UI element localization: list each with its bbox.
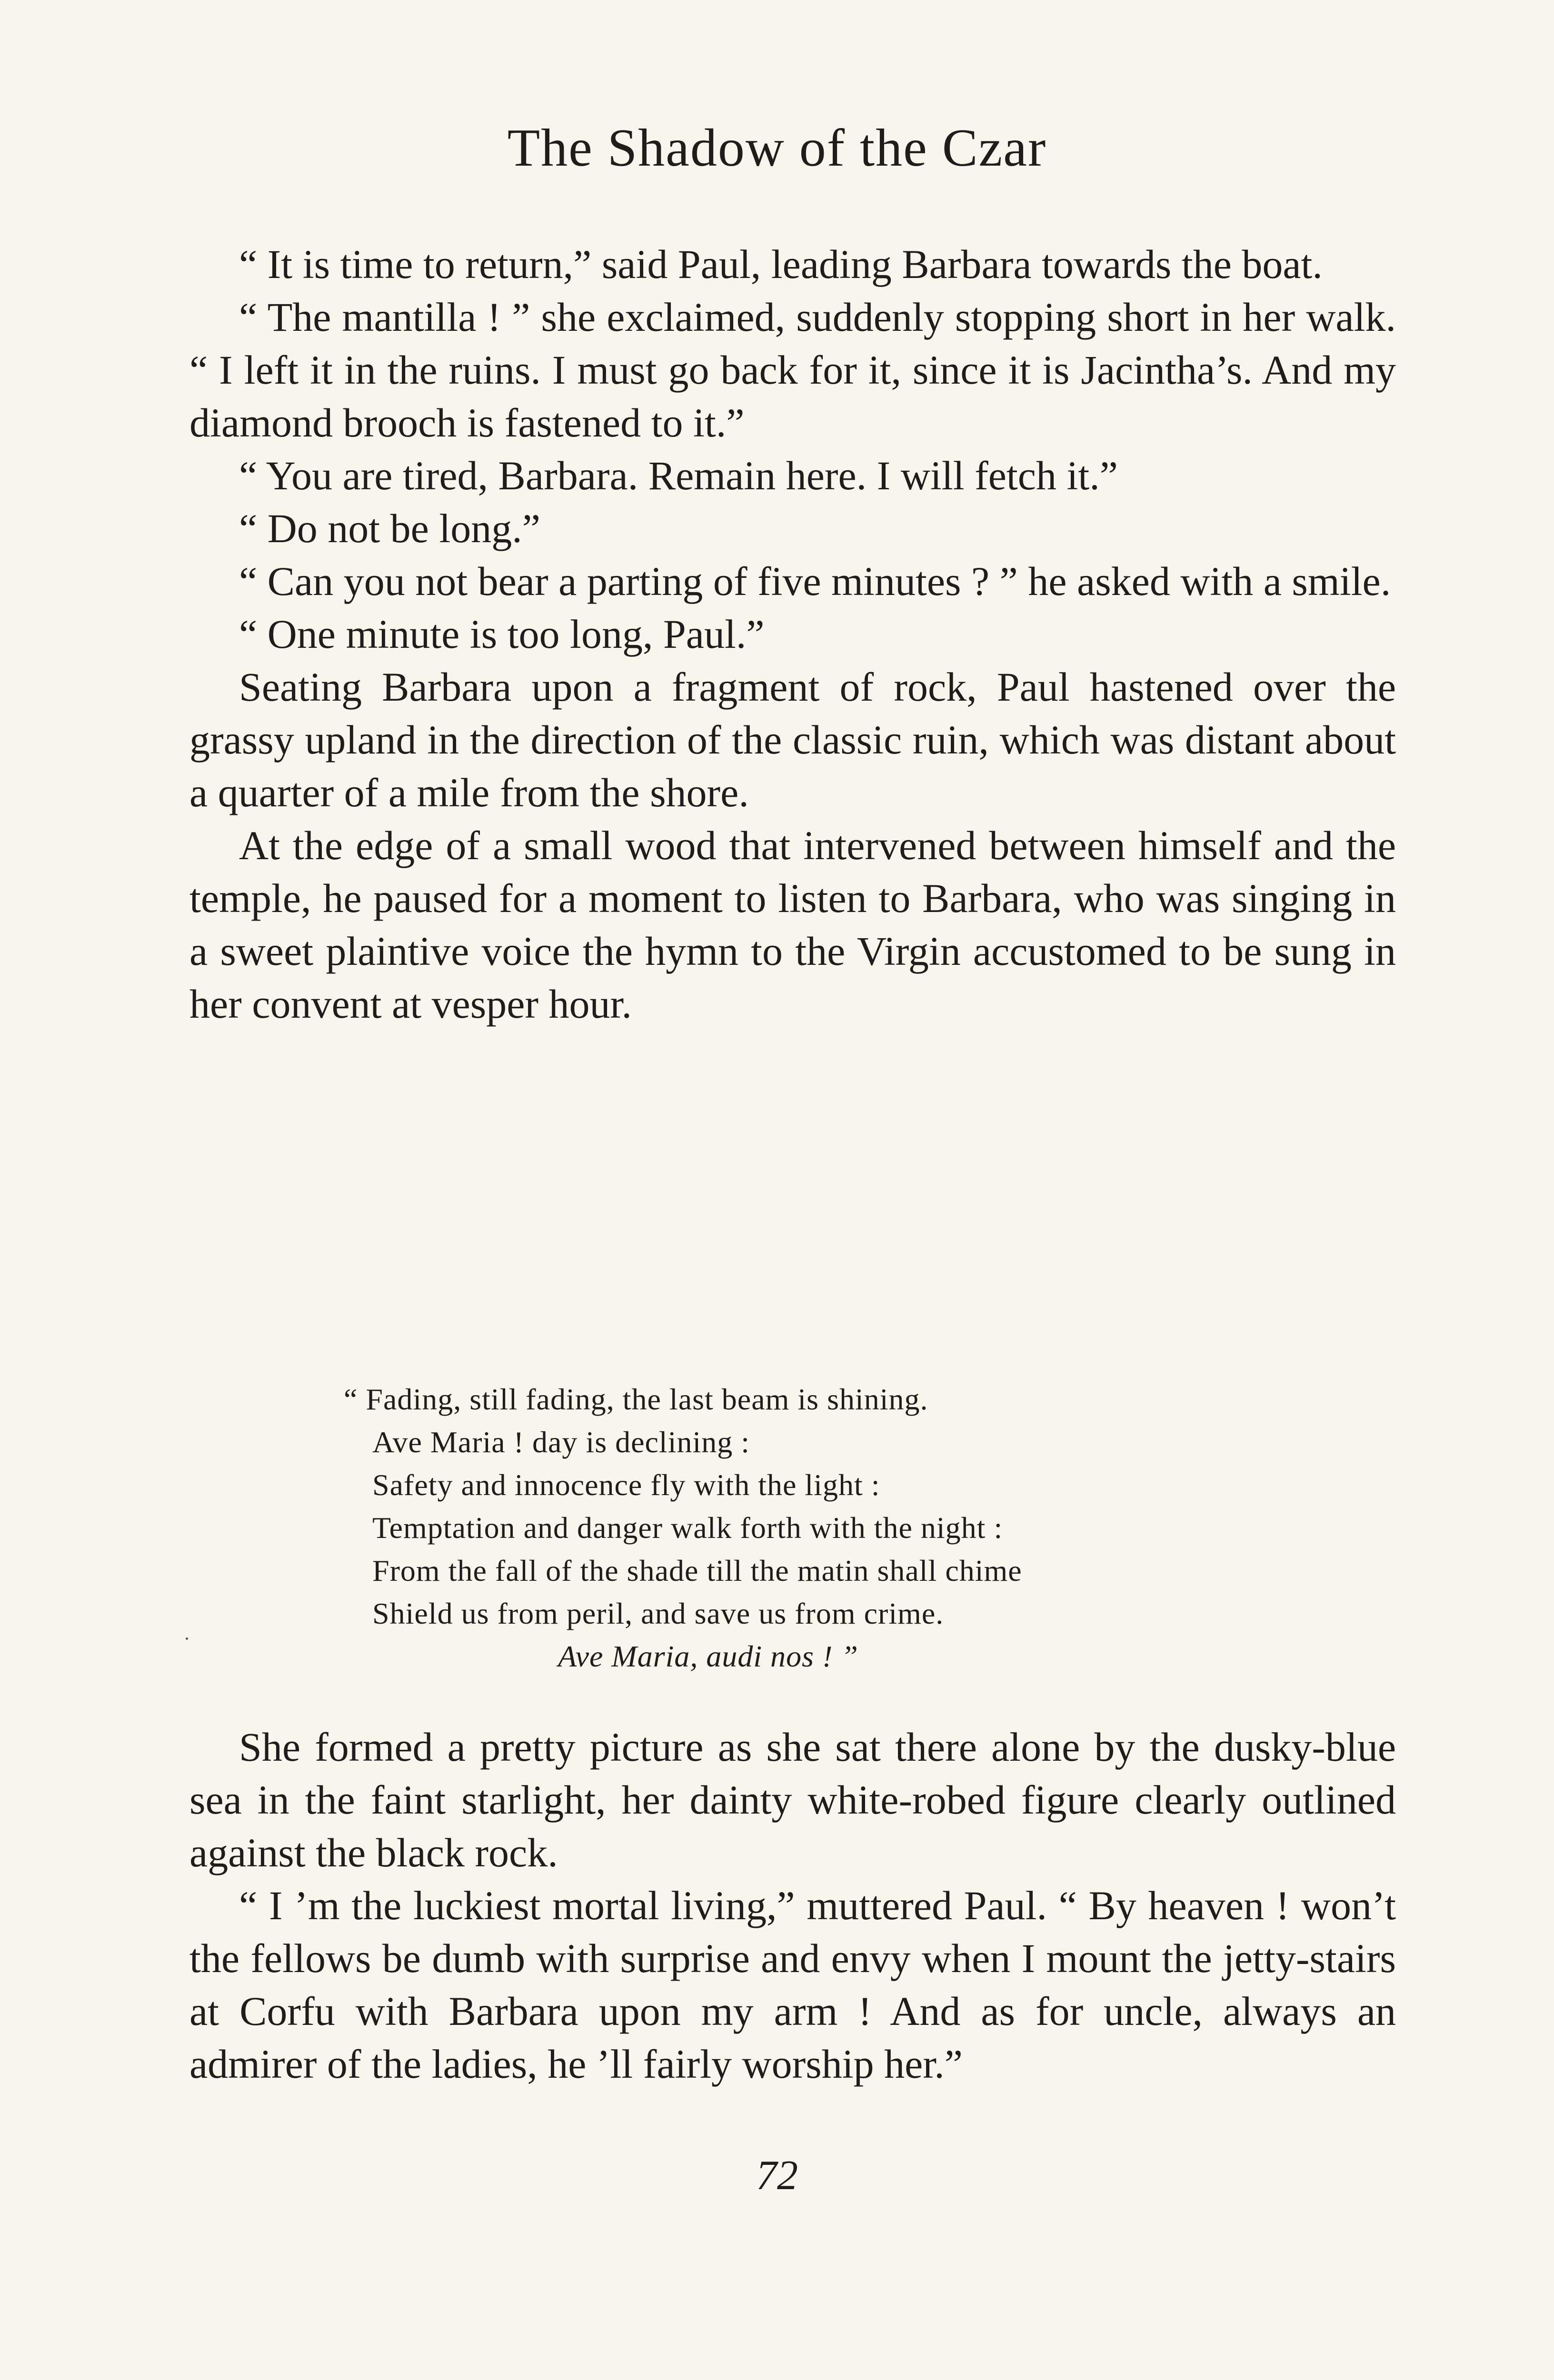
paragraph: She formed a pretty picture as she sat there alone by the dusky-blue sea in the faint starlight, her dainty white-robed figure clearly outlined against the black rock. <box>189 1724 1396 1875</box>
paragraph: “ It is time to return,” said Paul, leading Barbara towards the boat. <box>239 241 1323 287</box>
paragraph: “ Can you not bear a parting of five minutes ? ” he asked with a smile. <box>239 558 1391 604</box>
page-number: 72 <box>756 2152 798 2199</box>
paragraph: At the edge of a small wood that intervened between himself and the temple, he paused for a moment to listen to Barbara, who was singing in a sweet plaintive voice the hymn to the Virgin accustomed to be sung in her convent at vesper hour. <box>189 823 1396 1027</box>
paragraph: Seating Barbara upon a fragment of rock, Paul hastened over the grassy upland in the direction of the classic ruin, which was distant about a quarter of a mile from the shore. <box>189 664 1396 815</box>
hymn-verse <box>344 1378 1022 1678</box>
paragraph: “ I ’m the luckiest mortal living,” muttered Paul. “ By heaven ! won’t the fellows be dumb with surprise and envy when I mount the jetty-stairs at Corfu with Barbara upon my arm ! And as for uncle, always an admirer of the ladies, he ’ll fairly worship her.” <box>189 1883 1396 2087</box>
verse-refrain: Ave Maria, audi nos ! ” <box>558 1639 858 1673</box>
verse-line: From the fall of the shade till the matin shall chime <box>372 1554 1022 1587</box>
paragraph: “ One minute is too long, Paul.” <box>239 611 765 657</box>
verse-line: Temptation and danger walk forth with the night : <box>372 1511 1003 1545</box>
verse-line: Ave Maria ! day is declining : <box>372 1425 750 1459</box>
body-text-bottom <box>189 1721 1396 2091</box>
verse-line: “ Fading, still fading, the last beam is shining. <box>344 1382 928 1416</box>
verse-line: Safety and innocence fly with the light : <box>372 1468 880 1502</box>
body-text-top <box>189 238 1396 1031</box>
paragraph: “ The mantilla ! ” she exclaimed, suddenly stopping short in her walk. “ I left it in the ruins. I must go back for it, since it is Jacintha’s. And my diamond brooch is fastened to it.” <box>189 294 1396 446</box>
verse-line: Shield us from peril, and save us from crime. <box>372 1597 944 1630</box>
paragraph: “ You are tired, Barbara. Remain here. I will fetch it.” <box>239 453 1118 498</box>
running-head: The Shadow of the Czar <box>507 119 1047 178</box>
print-speck <box>186 1637 188 1640</box>
paragraph: “ Do not be long.” <box>239 506 540 551</box>
